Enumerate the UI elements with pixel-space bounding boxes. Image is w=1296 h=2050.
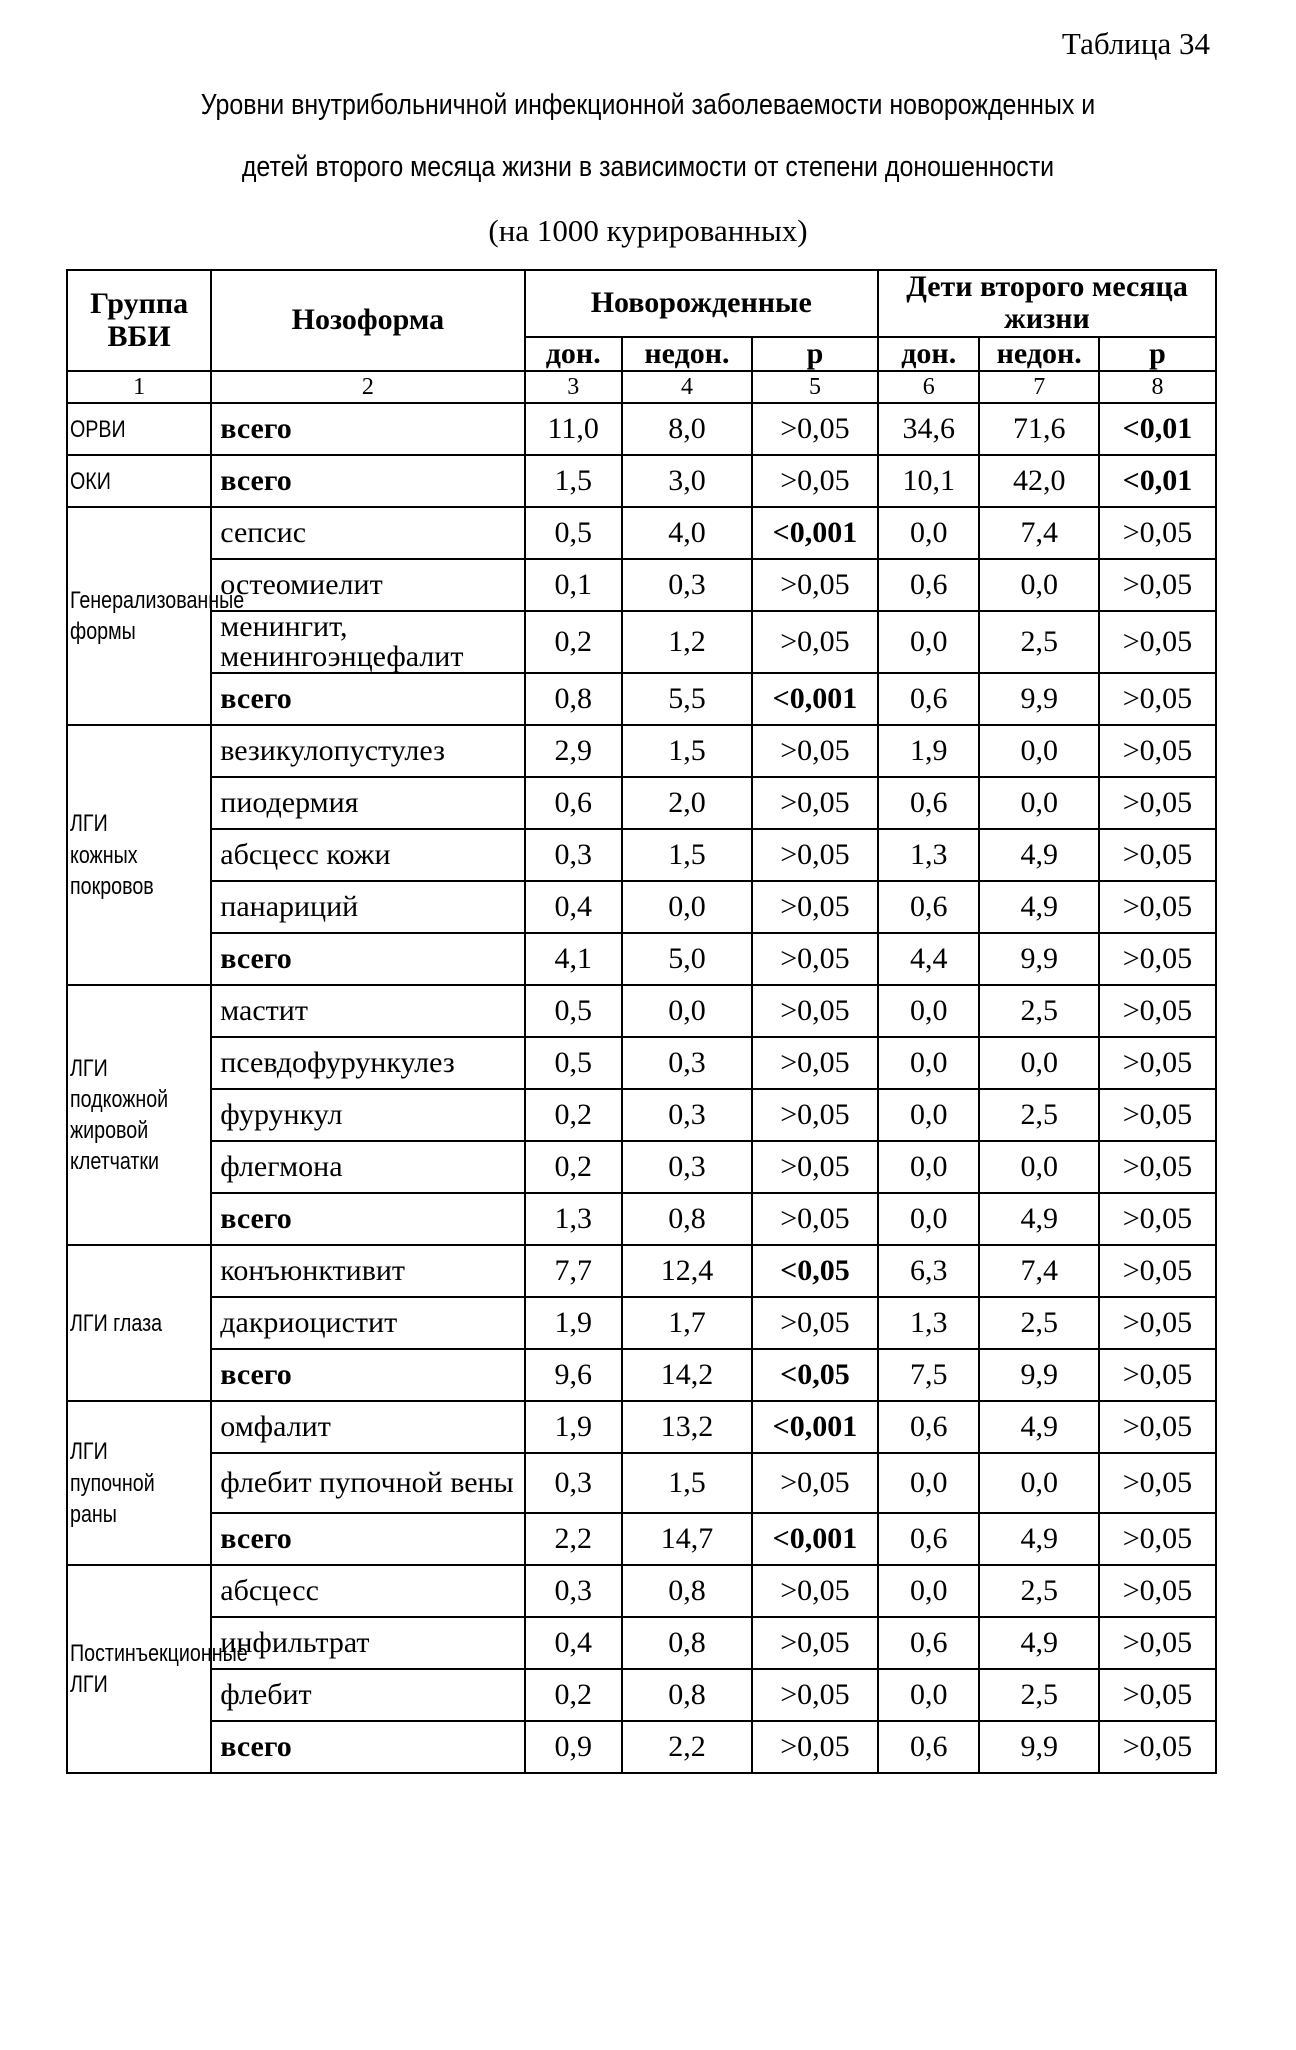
- value-cell: >0,05: [1099, 1349, 1216, 1401]
- value-cell: 9,9: [979, 673, 1099, 725]
- value-cell: 7,7: [525, 1245, 622, 1297]
- nosoform-cell: инфильтрат: [211, 1617, 524, 1669]
- value-cell: 0,8: [622, 1193, 752, 1245]
- header-group: Группа ВБИ: [67, 270, 211, 371]
- value-cell: 4,9: [979, 1617, 1099, 1669]
- value-cell: 13,2: [622, 1401, 752, 1453]
- value-cell: 0,0: [878, 1141, 979, 1193]
- value-cell: 1,5: [525, 455, 622, 507]
- table-row: [67, 1037, 1216, 1089]
- nosoform-cell: всего: [211, 455, 524, 507]
- header-nedon: недон.: [622, 337, 752, 371]
- value-cell: 4,9: [979, 1513, 1099, 1565]
- value-cell: 0,2: [525, 611, 622, 673]
- value-cell: 0,2: [525, 1669, 622, 1721]
- value-cell: >0,05: [1099, 1617, 1216, 1669]
- value-cell: <0,001: [752, 1401, 878, 1453]
- value-cell: 2,5: [979, 1669, 1099, 1721]
- column-numbers-row: [67, 371, 1216, 403]
- value-cell: 0,6: [878, 777, 979, 829]
- value-cell: 5,0: [622, 933, 752, 985]
- group-label: [67, 1565, 248, 1773]
- header-second-month: Дети второго месяца жизни: [878, 270, 1216, 337]
- value-cell: 4,0: [622, 507, 752, 559]
- value-cell: >0,05: [752, 1453, 878, 1513]
- group-label-text: ЛГИ пупочной раны: [70, 1438, 155, 1528]
- value-cell: 0,0: [878, 507, 979, 559]
- group-label-text: Генерализованные формы: [70, 586, 245, 646]
- value-cell: >0,05: [1099, 1453, 1216, 1513]
- header-don: дон.: [878, 337, 979, 371]
- value-cell: >0,05: [1099, 1401, 1216, 1453]
- value-cell: >0,05: [752, 1565, 878, 1617]
- value-cell: 2,5: [979, 1297, 1099, 1349]
- value-cell: 0,6: [878, 559, 979, 611]
- value-cell: 0,3: [622, 1037, 752, 1089]
- table-row: [67, 1297, 1216, 1349]
- table-row: [67, 1721, 1216, 1773]
- value-cell: >0,05: [752, 1141, 878, 1193]
- header-don: дон.: [525, 337, 622, 371]
- value-cell: 0,0: [878, 1669, 979, 1721]
- value-cell: 11,0: [525, 403, 622, 455]
- value-cell: >0,05: [752, 1297, 878, 1349]
- value-cell: 12,4: [622, 1245, 752, 1297]
- table-row: [67, 673, 1216, 725]
- value-cell: 42,0: [979, 455, 1099, 507]
- value-cell: 4,9: [979, 881, 1099, 933]
- title-line-2: детей второго месяца жизни в зависимости от степени доношенности: [241, 151, 1055, 183]
- value-cell: >0,05: [1099, 559, 1216, 611]
- value-cell: <0,001: [752, 1513, 878, 1565]
- value-cell: 71,6: [979, 403, 1099, 455]
- table-row: [67, 1453, 1216, 1513]
- header-nedon: недон.: [979, 337, 1099, 371]
- value-cell: 3,0: [622, 455, 752, 507]
- value-cell: 34,6: [878, 403, 979, 455]
- header-p: p: [752, 337, 878, 371]
- nosoform-cell: всего: [211, 933, 524, 985]
- value-cell: <0,01: [1099, 455, 1216, 507]
- value-cell: >0,05: [1099, 1565, 1216, 1617]
- value-cell: >0,05: [752, 455, 878, 507]
- value-cell: 14,7: [622, 1513, 752, 1565]
- value-cell: 2,2: [525, 1513, 622, 1565]
- col-number: 1: [67, 371, 211, 403]
- nosoform-cell: остеомиелит: [211, 559, 524, 611]
- value-cell: 0,0: [622, 985, 752, 1037]
- group-label: [67, 455, 211, 507]
- value-cell: >0,05: [752, 1617, 878, 1669]
- nosoform-cell: пиодермия: [211, 777, 524, 829]
- value-cell: 0,6: [878, 1401, 979, 1453]
- nosoform-cell: везикулопустулез: [211, 725, 524, 777]
- table-row: [67, 1245, 1216, 1297]
- value-cell: >0,05: [752, 985, 878, 1037]
- value-cell: >0,05: [1099, 611, 1216, 673]
- value-cell: 0,0: [979, 777, 1099, 829]
- value-cell: 1,7: [622, 1297, 752, 1349]
- value-cell: 0,0: [878, 1565, 979, 1617]
- value-cell: 4,4: [878, 933, 979, 985]
- col-number: 8: [1099, 371, 1216, 403]
- table-row: [67, 725, 1216, 777]
- value-cell: >0,05: [1099, 1721, 1216, 1773]
- value-cell: 0,3: [525, 1453, 622, 1513]
- value-cell: 10,1: [878, 455, 979, 507]
- table-row: [67, 1565, 1216, 1617]
- nosoform-cell: всего: [211, 673, 524, 725]
- value-cell: >0,05: [1099, 777, 1216, 829]
- table-row: [67, 507, 1216, 559]
- value-cell: >0,05: [1099, 1513, 1216, 1565]
- value-cell: 0,6: [878, 1513, 979, 1565]
- value-cell: 0,5: [525, 1037, 622, 1089]
- value-cell: >0,05: [1099, 1037, 1216, 1089]
- value-cell: 1,9: [878, 725, 979, 777]
- value-cell: 0,0: [878, 1453, 979, 1513]
- nosoform-cell: абсцесс кожи: [211, 829, 524, 881]
- value-cell: 0,3: [622, 1089, 752, 1141]
- value-cell: 0,0: [878, 1089, 979, 1141]
- value-cell: 0,5: [525, 507, 622, 559]
- col-number: 6: [878, 371, 979, 403]
- col-number: 7: [979, 371, 1099, 403]
- value-cell: 0,8: [622, 1617, 752, 1669]
- value-cell: >0,05: [1099, 673, 1216, 725]
- value-cell: 6,3: [878, 1245, 979, 1297]
- value-cell: 0,0: [878, 611, 979, 673]
- value-cell: 4,1: [525, 933, 622, 985]
- nosoform-cell: флебит пупочной вены: [211, 1453, 524, 1513]
- value-cell: 0,4: [525, 881, 622, 933]
- value-cell: >0,05: [752, 559, 878, 611]
- group-label: [67, 985, 211, 1245]
- incidence-table: [66, 269, 1217, 1774]
- nosoform-cell: сепсис: [211, 507, 524, 559]
- value-cell: >0,05: [1099, 1669, 1216, 1721]
- value-cell: >0,05: [1099, 725, 1216, 777]
- value-cell: >0,05: [1099, 1245, 1216, 1297]
- nosoform-cell: всего: [211, 403, 524, 455]
- value-cell: 2,5: [979, 985, 1099, 1037]
- value-cell: 0,0: [979, 725, 1099, 777]
- value-cell: >0,05: [1099, 829, 1216, 881]
- value-cell: 0,0: [622, 881, 752, 933]
- table-number: Таблица 34: [1061, 26, 1210, 61]
- value-cell: 4,9: [979, 829, 1099, 881]
- group-label: [67, 1245, 211, 1401]
- nosoform-cell: всего: [211, 1193, 524, 1245]
- value-cell: 0,1: [525, 559, 622, 611]
- group-label: [67, 507, 245, 725]
- value-cell: 0,6: [878, 673, 979, 725]
- nosoform-cell: конъюнктивит: [211, 1245, 524, 1297]
- value-cell: 0,0: [878, 985, 979, 1037]
- value-cell: >0,05: [1099, 881, 1216, 933]
- value-cell: 4,9: [979, 1193, 1099, 1245]
- value-cell: <0,001: [752, 507, 878, 559]
- value-cell: 7,4: [979, 507, 1099, 559]
- value-cell: 2,2: [622, 1721, 752, 1773]
- value-cell: >0,05: [752, 777, 878, 829]
- value-cell: <0,01: [1099, 403, 1216, 455]
- value-cell: 0,3: [622, 1141, 752, 1193]
- value-cell: 0,8: [622, 1565, 752, 1617]
- col-number: 3: [525, 371, 622, 403]
- table-row: [67, 1141, 1216, 1193]
- nosoform-cell: дакриоцистит: [211, 1297, 524, 1349]
- value-cell: 0,0: [979, 1141, 1099, 1193]
- value-cell: 7,5: [878, 1349, 979, 1401]
- value-cell: 2,5: [979, 611, 1099, 673]
- value-cell: >0,05: [1099, 985, 1216, 1037]
- value-cell: 2,9: [525, 725, 622, 777]
- value-cell: >0,05: [1099, 933, 1216, 985]
- value-cell: 9,9: [979, 1721, 1099, 1773]
- value-cell: 0,8: [525, 673, 622, 725]
- group-label-text: ОРВИ: [70, 415, 126, 443]
- value-cell: 0,3: [525, 1565, 622, 1617]
- value-cell: >0,05: [1099, 1193, 1216, 1245]
- group-label: [67, 1401, 211, 1565]
- table-row: [67, 1089, 1216, 1141]
- group-label-text: ЛГИ кожных покровов: [70, 810, 154, 900]
- value-cell: 0,8: [622, 1669, 752, 1721]
- nosoform-cell: флебит: [211, 1669, 524, 1721]
- col-number: 5: [752, 371, 878, 403]
- value-cell: >0,05: [752, 1721, 878, 1773]
- value-cell: >0,05: [1099, 1141, 1216, 1193]
- value-cell: 9,9: [979, 933, 1099, 985]
- value-cell: >0,05: [752, 725, 878, 777]
- value-cell: 0,0: [979, 1453, 1099, 1513]
- value-cell: 0,0: [878, 1193, 979, 1245]
- col-number: 2: [211, 371, 524, 403]
- value-cell: 0,2: [525, 1089, 622, 1141]
- value-cell: 1,5: [622, 725, 752, 777]
- nosoform-cell: всего: [211, 1349, 524, 1401]
- value-cell: 1,2: [622, 611, 752, 673]
- group-label-text: Постинъекционные ЛГИ: [70, 1639, 248, 1699]
- group-label-text: ЛГИ подкожной жировой клетчатки: [70, 1054, 169, 1176]
- nosoform-cell: фурункул: [211, 1089, 524, 1141]
- value-cell: 1,9: [525, 1297, 622, 1349]
- header-p: p: [1099, 337, 1216, 371]
- table-row: [67, 403, 1216, 455]
- value-cell: >0,05: [752, 1193, 878, 1245]
- value-cell: 8,0: [622, 403, 752, 455]
- table-row: [67, 881, 1216, 933]
- value-cell: >0,05: [1099, 507, 1216, 559]
- header-form: Нозоформа: [211, 270, 524, 371]
- table-row: [67, 455, 1216, 507]
- value-cell: 1,3: [878, 829, 979, 881]
- nosoform-cell: панариций: [211, 881, 524, 933]
- value-cell: <0,05: [752, 1245, 878, 1297]
- nosoform-cell: менингит, менингоэнцефалит: [211, 611, 524, 673]
- value-cell: 1,9: [525, 1401, 622, 1453]
- group-label-text: ЛГИ глаза: [70, 1309, 163, 1337]
- value-cell: 0,3: [622, 559, 752, 611]
- table-row: [67, 985, 1216, 1037]
- value-cell: 0,5: [525, 985, 622, 1037]
- value-cell: 0,2: [525, 1141, 622, 1193]
- nosoform-cell: всего: [211, 1721, 524, 1773]
- value-cell: 4,9: [979, 1401, 1099, 1453]
- value-cell: <0,05: [752, 1349, 878, 1401]
- value-cell: >0,05: [752, 829, 878, 881]
- value-cell: 1,3: [525, 1193, 622, 1245]
- value-cell: >0,05: [752, 881, 878, 933]
- nosoform-cell: псевдофурункулез: [211, 1037, 524, 1089]
- value-cell: <0,001: [752, 673, 878, 725]
- value-cell: 9,6: [525, 1349, 622, 1401]
- table-row: [67, 829, 1216, 881]
- value-cell: 0,0: [878, 1037, 979, 1089]
- value-cell: >0,05: [752, 403, 878, 455]
- value-cell: 0,0: [979, 1037, 1099, 1089]
- value-cell: 14,2: [622, 1349, 752, 1401]
- group-label: [67, 403, 211, 455]
- table-row: [67, 933, 1216, 985]
- value-cell: 0,6: [878, 881, 979, 933]
- value-cell: 1,5: [622, 1453, 752, 1513]
- value-cell: 1,5: [622, 829, 752, 881]
- value-cell: >0,05: [752, 611, 878, 673]
- group-label: [67, 725, 211, 985]
- table-row: [67, 777, 1216, 829]
- header-newborns: Новорожденные: [525, 270, 879, 337]
- value-cell: 0,6: [878, 1617, 979, 1669]
- value-cell: >0,05: [752, 1669, 878, 1721]
- value-cell: 2,0: [622, 777, 752, 829]
- nosoform-cell: мастит: [211, 985, 524, 1037]
- value-cell: >0,05: [752, 933, 878, 985]
- value-cell: 0,0: [979, 559, 1099, 611]
- value-cell: >0,05: [1099, 1089, 1216, 1141]
- table-row: [67, 1669, 1216, 1721]
- value-cell: >0,05: [752, 1037, 878, 1089]
- title-line-1: Уровни внутрибольничной инфекционной заболеваемости новорожденных и: [200, 89, 1096, 121]
- table-row: [67, 611, 1216, 673]
- value-cell: 5,5: [622, 673, 752, 725]
- value-cell: >0,05: [752, 1089, 878, 1141]
- value-cell: 2,5: [979, 1089, 1099, 1141]
- nosoform-cell: всего: [211, 1513, 524, 1565]
- value-cell: 0,6: [878, 1721, 979, 1773]
- group-label-text: ОКИ: [70, 467, 111, 495]
- nosoform-cell: абсцесс: [211, 1565, 524, 1617]
- nosoform-cell: омфалит: [211, 1401, 524, 1453]
- value-cell: 2,5: [979, 1565, 1099, 1617]
- value-cell: 7,4: [979, 1245, 1099, 1297]
- table-row: [67, 1349, 1216, 1401]
- table-row: [67, 1513, 1216, 1565]
- nosoform-cell: флегмона: [211, 1141, 524, 1193]
- value-cell: 1,3: [878, 1297, 979, 1349]
- value-cell: 0,9: [525, 1721, 622, 1773]
- col-number: 4: [622, 371, 752, 403]
- table-row: [67, 1401, 1216, 1453]
- value-cell: 0,6: [525, 777, 622, 829]
- table-row: [67, 1193, 1216, 1245]
- value-cell: 0,4: [525, 1617, 622, 1669]
- value-cell: 9,9: [979, 1349, 1099, 1401]
- value-cell: 0,3: [525, 829, 622, 881]
- title-line-3: (на 1000 курированных): [488, 213, 808, 248]
- value-cell: >0,05: [1099, 1297, 1216, 1349]
